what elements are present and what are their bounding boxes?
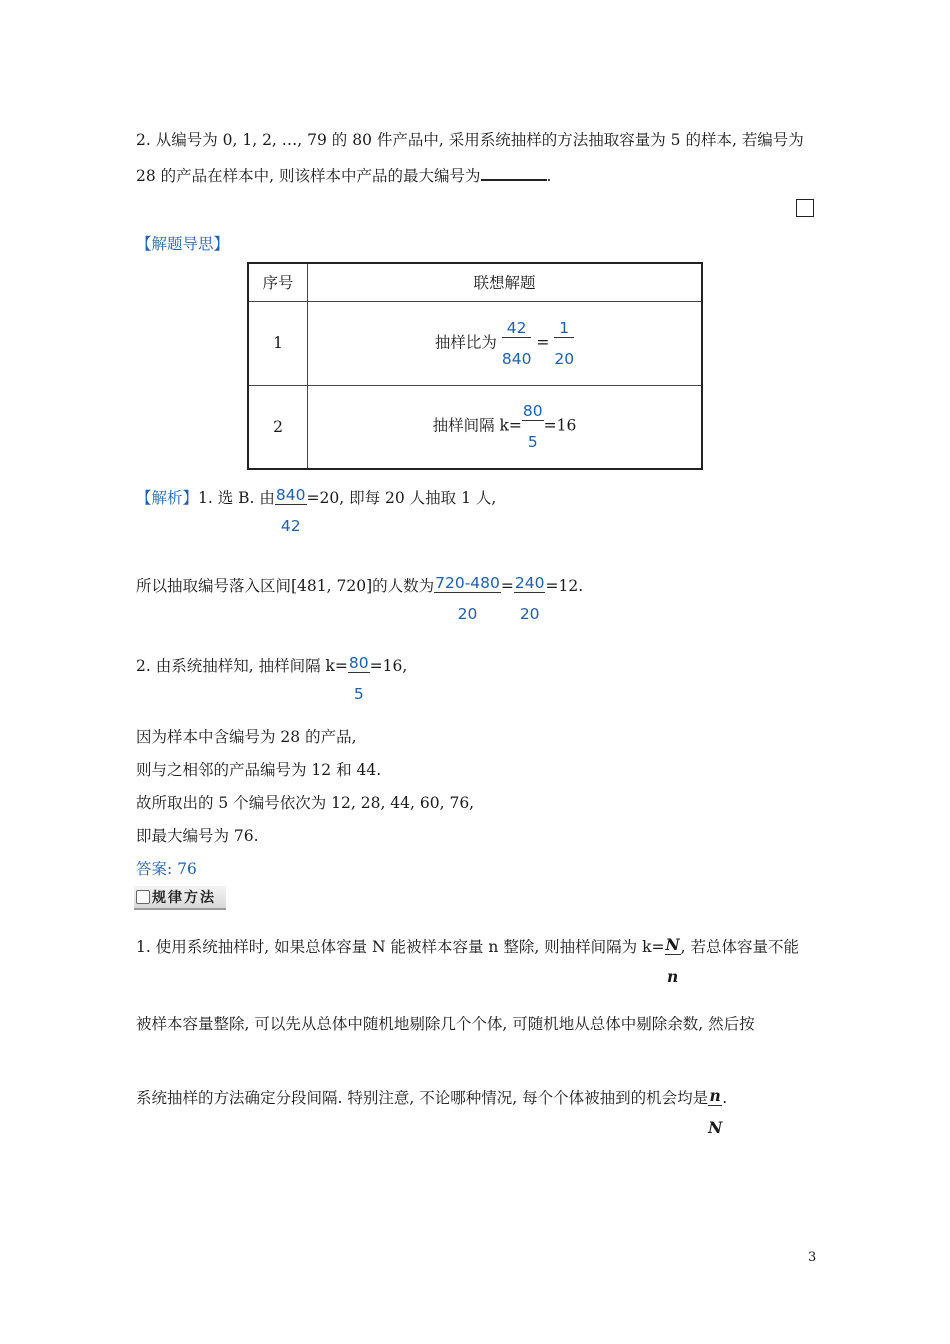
method-tag	[134, 886, 226, 910]
fraction-numerator: 720-480	[435, 574, 500, 592]
fraction-denominator: 20	[519, 605, 540, 623]
fraction	[275, 486, 307, 535]
analysis-line-3	[136, 654, 407, 703]
guide-col-index: 序号	[248, 263, 308, 301]
analysis-line-7: 即最大编号为 76.	[136, 827, 259, 845]
analysis-line-5: 则与之相邻的产品编号为 12 和 44.	[136, 761, 382, 779]
guide-table-row	[248, 301, 702, 385]
fraction	[434, 574, 501, 623]
analysis-line-1-prefix: 1. 选 B. 由	[198, 489, 275, 507]
analysis-line-3-suffix: =16,	[369, 657, 408, 675]
fraction-numerator: N	[665, 935, 680, 954]
fraction-numerator: 240	[514, 574, 545, 592]
page-number: 3	[808, 1250, 817, 1265]
fraction-denominator: 20	[554, 349, 575, 368]
fraction-numerator: 42	[502, 319, 532, 338]
guide-row-1-prefix: 抽样比为	[434, 333, 497, 351]
equals-sign: =	[500, 577, 514, 595]
analysis-line-1	[136, 486, 496, 535]
fraction	[502, 319, 532, 368]
analysis-line-1-suffix: =20, 即每 20 人抽取 1 人,	[306, 489, 497, 507]
fraction-denominator: 42	[280, 517, 301, 535]
fraction-denominator: 840	[501, 349, 532, 368]
guide-row-2-prefix: 抽样间隔 k=	[432, 416, 522, 435]
guide-table-row	[248, 385, 702, 469]
method-line-2: 被样本容量整除, 可以先从总体中随机地剔除几个个体, 可随机地从总体中剔除余数, 然后按	[136, 1015, 755, 1033]
analysis-line-6: 故所取出的 5 个编号依次为 12, 28, 44, 60, 76,	[136, 794, 475, 812]
method-line-3-prefix: 系统抽样的方法确定分段间隔. 特别注意, 不论哪种情况, 每个个体被抽到的机会均是	[136, 1089, 709, 1107]
guide-heading: 【解题导思】	[136, 235, 230, 253]
method-line-1-suffix: , 若总体容量不能	[680, 938, 800, 956]
analysis-line-3-prefix: 2. 由系统抽样知, 抽样间隔 k=	[136, 657, 348, 675]
question-line-2-end: .	[546, 167, 552, 185]
analysis-line-2	[136, 574, 583, 623]
fraction	[708, 1086, 722, 1137]
fraction-numerator: n	[709, 1086, 721, 1105]
equals-sign: =	[536, 333, 550, 351]
method-line-3-suffix: .	[722, 1089, 728, 1107]
question-line-2	[136, 164, 551, 186]
fraction	[522, 402, 544, 451]
guide-table-header	[248, 263, 702, 301]
analysis-line-2-suffix: =12.	[545, 577, 584, 595]
answer-checkbox[interactable]	[796, 199, 814, 217]
guide-row-index: 2	[248, 385, 308, 469]
answer-line: 答案: 76	[136, 860, 197, 878]
guide-table	[247, 262, 703, 470]
guide-row-content	[308, 385, 703, 469]
fraction	[514, 574, 546, 623]
fraction-numerator: 80	[348, 654, 369, 672]
fraction-denominator: n	[666, 967, 679, 986]
guide-row-content	[308, 301, 703, 385]
answer-blank	[481, 165, 547, 181]
fraction-denominator: 5	[353, 685, 364, 703]
method-line-1	[136, 935, 799, 986]
fraction-numerator: 80	[522, 402, 543, 421]
fraction-denominator: 5	[527, 433, 538, 452]
question-line-1: 2. 从编号为 0, 1, 2, …, 79 的 80 件产品中, 采用系统抽样的方法抽取容量为 5 的样本, 若编号为	[136, 131, 804, 149]
analysis-line-4: 因为样本中含编号为 28 的产品,	[136, 728, 357, 746]
fraction-denominator: 20	[457, 605, 478, 623]
guide-row-index: 1	[248, 301, 308, 385]
guide-col-content: 联想解题	[308, 263, 703, 301]
guide-row-2-suffix: =16	[543, 416, 577, 435]
fraction	[554, 319, 574, 368]
analysis-heading: 【解析】	[136, 489, 199, 507]
analysis-line-2-prefix: 所以抽取编号落入区间[481, 720]的人数为	[136, 577, 435, 595]
method-icon	[136, 890, 150, 904]
method-tag-label: 规律方法	[152, 890, 216, 906]
method-line-1-prefix: 1. 使用系统抽样时, 如果总体容量 N 能被样本容量 n 整除, 则抽样间隔为 k=	[136, 938, 665, 956]
method-line-3	[136, 1086, 727, 1137]
fraction	[665, 935, 681, 986]
fraction-numerator: 840	[275, 486, 306, 504]
fraction	[348, 654, 370, 703]
question-line-2-text: 28 的产品在样本中, 则该样本中产品的最大编号为	[136, 167, 481, 185]
fraction-denominator: N	[708, 1118, 723, 1137]
fraction-numerator: 1	[554, 319, 574, 338]
